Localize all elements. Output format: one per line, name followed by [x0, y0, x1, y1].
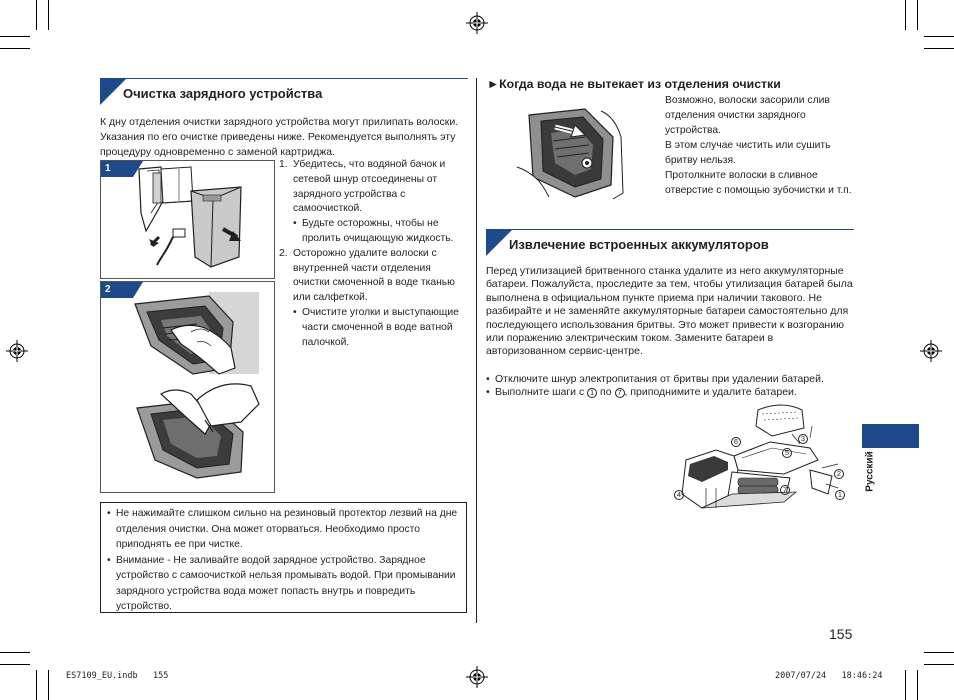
battery-bullets: [486, 373, 856, 400]
crop-mark: [0, 36, 30, 37]
water-section-title: ►Когда вода не вытекает из отделения очистки: [487, 77, 781, 91]
diagram-label: 7: [780, 485, 790, 495]
step-number: 1.: [279, 159, 288, 170]
step-ref-circle: 1: [587, 388, 597, 398]
crop-mark: [924, 664, 954, 665]
crop-mark: [917, 0, 918, 30]
section-title: Извлечение встроенных аккумуляторов: [509, 237, 769, 252]
charger-illustration: [101, 161, 274, 278]
registration-mark-icon: [920, 340, 942, 362]
diagram-label: 5: [782, 448, 792, 458]
drain-illustration: [515, 107, 627, 200]
section-title: Очистка зарядного устройства: [123, 86, 323, 101]
steps-list: [279, 158, 469, 350]
crop-mark: [924, 652, 954, 653]
battery-bullet: • Отключите шнур электропитания от бритвы при удалении батарей.: [486, 373, 856, 386]
figure-2: [100, 281, 275, 493]
step-1-text: Убедитесь, что водяной бачок и сетевой шнур отсоединены от зарядного устройства с самоочисткой.: [293, 159, 446, 215]
step-2-text: Осторожно удалите волоски с внутренней части отделения очистки смоченной в воде тканью или салфеткой.: [293, 247, 455, 304]
note-item: • Не нажимайте слишком сильно на резиновый протектор лезвий на дне отделения очистки. Она может оторваться. Необходимо просто приподнять ее при чистке.: [107, 506, 460, 553]
crop-mark: [48, 0, 49, 30]
section-header-battery-removal: [486, 229, 854, 253]
registration-mark-icon: [466, 12, 488, 34]
footer-file-info: ES7109_EU.indb 155: [66, 671, 169, 681]
crop-mark: [48, 670, 49, 700]
notes-box: [100, 502, 467, 613]
crop-mark: [917, 670, 918, 700]
crop-mark: [905, 670, 906, 700]
crop-mark: [905, 0, 906, 30]
registration-mark-icon: [6, 340, 28, 362]
diagram-label: 2: [834, 469, 844, 479]
crop-mark: [36, 0, 37, 30]
bullet-text: Выполните шаги с: [495, 386, 588, 399]
diagram-label: 3: [798, 434, 808, 444]
crop-mark: [924, 36, 954, 37]
diagram-label: 1: [835, 490, 845, 500]
column-divider: [476, 78, 477, 623]
crop-mark: [0, 664, 30, 665]
step-ref-circle: 7: [615, 388, 625, 398]
crop-mark: [0, 652, 30, 653]
disassembly-diagram: [672, 398, 852, 520]
footer-timestamp: 2007/07/24 18:46:24: [775, 671, 883, 681]
figure-number: 1: [101, 161, 133, 177]
bullet-text: по: [597, 386, 615, 399]
diagram-label: 4: [674, 490, 684, 500]
note-item: • Внимание - Не заливайте водой зарядное устройство. Зарядное устройство с самоочисткой нельзя промывать водой. При промывании зарядного устройства вода может попасть внутрь и повредить устройство.: [107, 553, 460, 615]
crop-mark: [0, 48, 30, 49]
crop-mark: [36, 670, 37, 700]
figure-number: 2: [101, 282, 133, 298]
battery-paragraph: Перед утилизацией бритвенного станка удалите из него аккумуляторные батареи. Пожалуйста, проследите за тем, чтобы утилизация батарей была выполнена в официальном пункте приема при наличии такового. Не разбирайте и не заменяйте аккумуляторные батареи самостоятельно для последующего использования бритвы. Это может привести к возгоранию или поражению электрическим током. Замените батареи в авторизованном сервис-центре.: [486, 265, 853, 358]
registration-mark-icon: [466, 666, 488, 688]
intro-paragraph: К дну отделения очистки зарядного устройства могут прилипать волоски. Указания по его очистке приведены ниже. Рекомендуется выполнять эту процедуру одновременно с заменой картриджа.: [100, 116, 459, 158]
step-number: 2.: [279, 247, 288, 259]
cleaning-illustration: [101, 282, 274, 492]
bullet-text: , приподнимите и удалите батареи.: [624, 386, 797, 399]
water-paragraph: Возможно, волоски засорили слив отделения очистки зарядного устройства. В этом случае чистить или сушить бритву нельзя. Протолкните волоски в сливное отверстие с помощью зубочистки и т.п.: [665, 95, 852, 196]
step-1-bullet: • Будьте осторожны, чтобы не пролить очищающую жидкость.: [293, 217, 469, 247]
figure-1: [100, 160, 275, 279]
diagram-label: 6: [731, 437, 741, 447]
crop-mark: [924, 48, 954, 49]
language-label: Русский: [864, 451, 876, 492]
step-2-bullet: • Очистите уголки и выступающие части смоченной в воде ватной палочкой.: [293, 306, 469, 350]
section-header-charger-cleaning: [100, 78, 468, 102]
page-number: 155: [829, 626, 853, 642]
